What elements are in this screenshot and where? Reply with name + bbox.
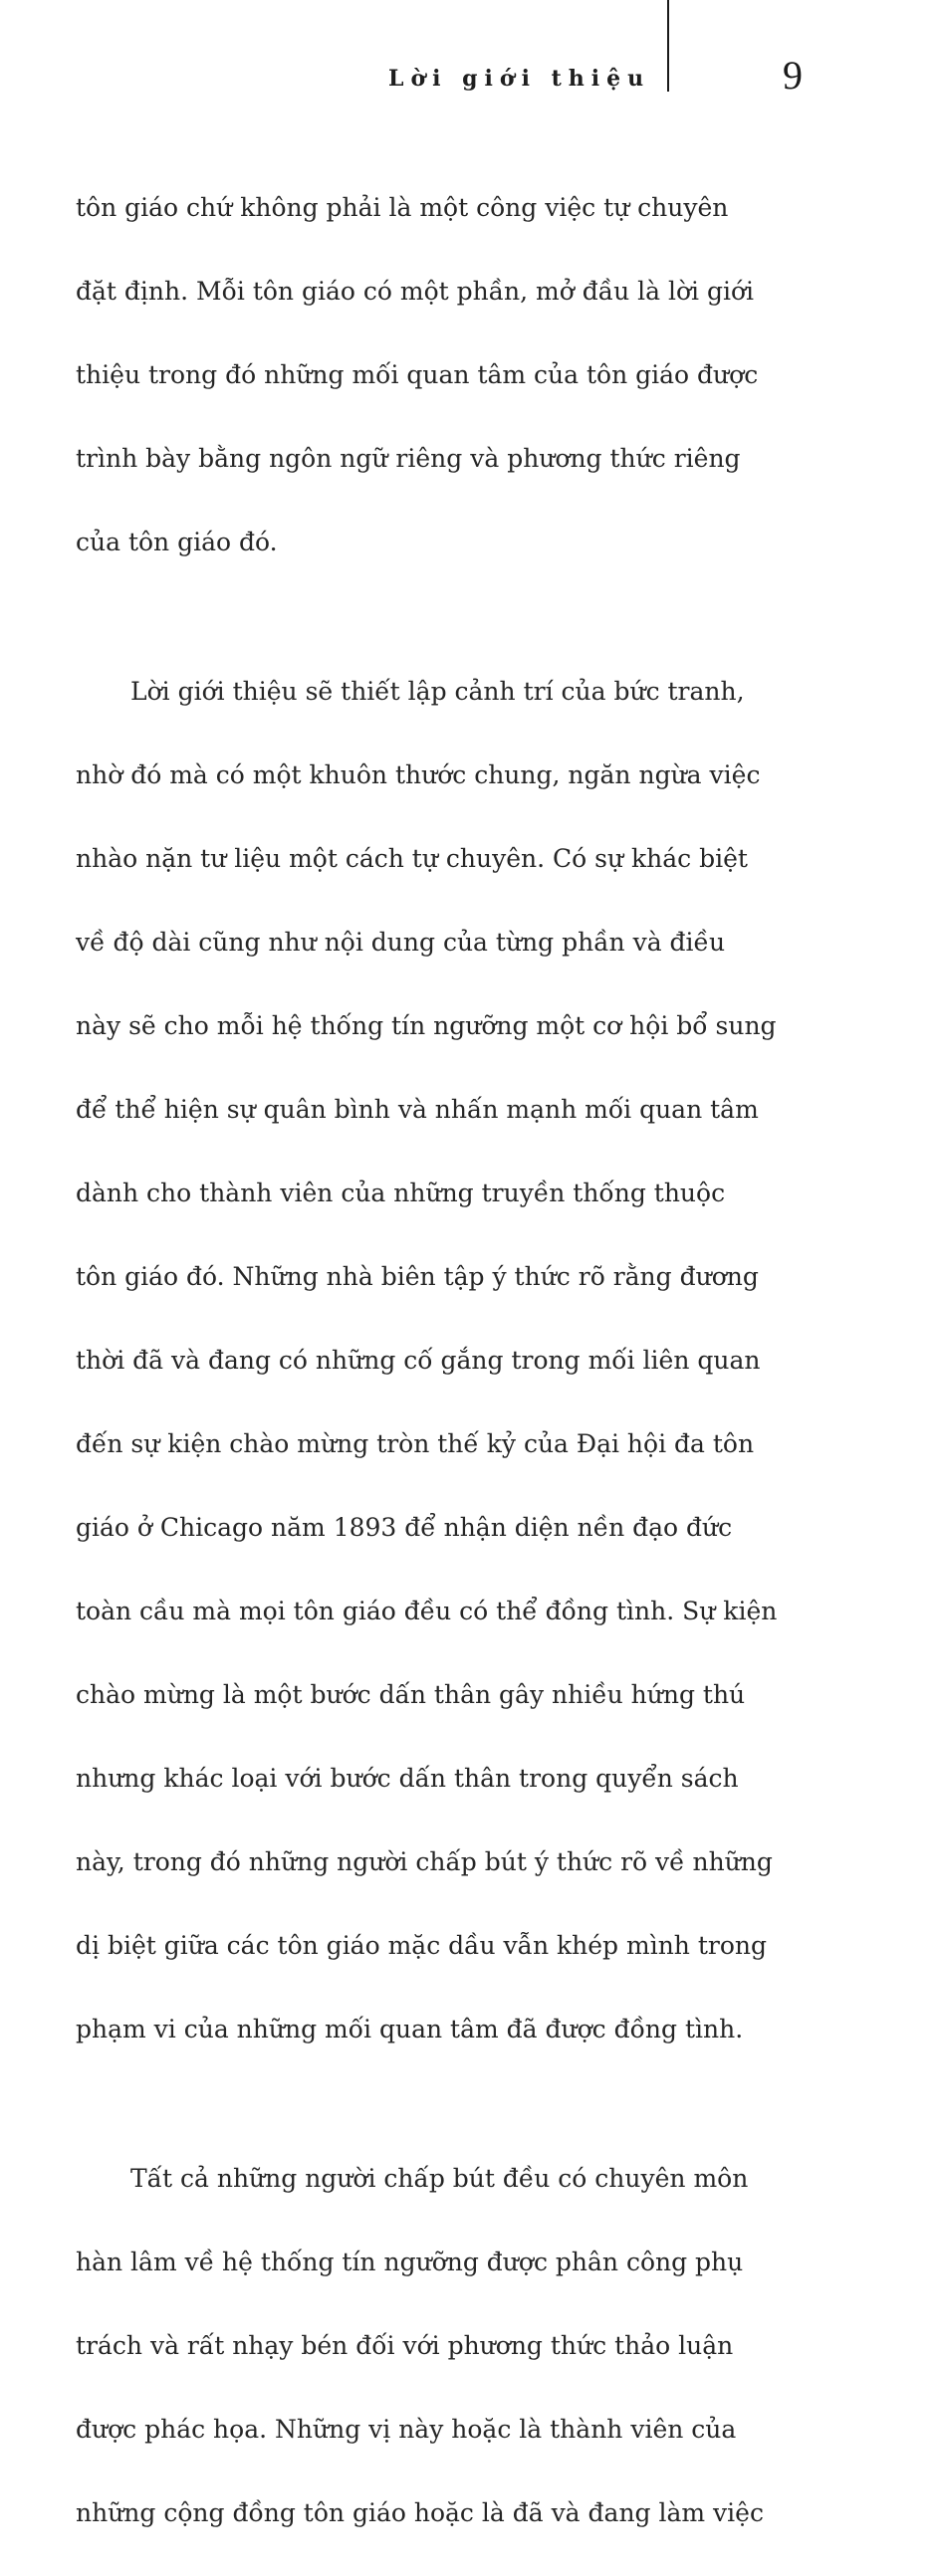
- paragraph-3: [76, 2116, 813, 2576]
- text-line: này, trong đó những người chấp bút ý thức rõ về những: [76, 1847, 773, 1876]
- text-line: Lời giới thiệu sẽ thiết lập cảnh trí của bức tranh,: [130, 677, 745, 706]
- text-line: nhưng khác loại với bước dấn thân trong quyển sách: [76, 1764, 739, 1793]
- text-line: trình bày bằng ngôn ngữ riêng và phương thức riêng: [76, 444, 741, 473]
- text-line: chào mừng là một bước dấn thân gây nhiều hứng thú: [76, 1680, 746, 1709]
- text-line: thời đã và đang có những cố gắng trong mối liên quan: [76, 1346, 761, 1375]
- text-line: dành cho thành viên của những truyền thống thuộc: [76, 1179, 726, 1207]
- text-line: giáo ở Chicago năm 1893 để nhận diện nền đạo đức: [76, 1513, 733, 1542]
- text-line: nhờ đó mà có một khuôn thước chung, ngăn ngừa việc: [76, 760, 761, 789]
- header-vertical-rule: [667, 0, 669, 92]
- text-line: được phác họa. Những vị này hoặc là thành viên của: [76, 2415, 737, 2444]
- text-line: tôn giáo chứ không phải là một công việc tự chuyên: [76, 193, 729, 222]
- text-line: đến sự kiện chào mừng tròn thế kỷ của Đại hội đa tôn: [76, 1429, 755, 1458]
- text-line: trách và rất nhạy bén đối với phương thức thảo luận: [76, 2331, 734, 2360]
- text-line: của tôn giáo đó.: [76, 528, 278, 556]
- paragraph-1: [76, 145, 813, 605]
- text-line: để thể hiện sự quân bình và nhấn mạnh mối quan tâm: [76, 1095, 759, 1124]
- text-line: hàn lâm về hệ thống tín ngưỡng được phân công phụ: [76, 2248, 744, 2276]
- text-line: những cộng đồng tôn giáo hoặc là đã và đang làm việc: [76, 2498, 764, 2527]
- text-line: thiệu trong đó những mối quan tâm của tôn giáo được: [76, 360, 759, 389]
- text-line: này sẽ cho mỗi hệ thống tín ngưỡng một cơ hội bổ sung: [76, 1011, 777, 1040]
- text-line: dị biệt giữa các tôn giáo mặc dầu vẫn khép mình trong: [76, 1931, 768, 1960]
- paragraph-2: [76, 629, 813, 2092]
- text-line: tôn giáo đó. Những nhà biên tập ý thức rõ rằng đương: [76, 1262, 759, 1291]
- text-line: Tất cả những người chấp bút đều có chuyên môn: [130, 2164, 749, 2193]
- text-line: đặt định. Mỗi tôn giáo có một phần, mở đầu là lời giới: [76, 277, 755, 306]
- text-line: về độ dài cũng như nội dung của từng phần và điều: [76, 928, 726, 957]
- running-title: Lời giới thiệu: [388, 66, 651, 92]
- text-line: phạm vi của những mối quan tâm đã được đồng tình.: [76, 2015, 744, 2043]
- text-line: nhào nặn tư liệu một cách tự chuyên. Có sự khác biệt: [76, 844, 748, 873]
- body-text: [76, 145, 813, 2576]
- page-number: 9: [783, 53, 803, 98]
- text-line: toàn cầu mà mọi tôn giáo đều có thể đồng tình. Sự kiện: [76, 1597, 778, 1625]
